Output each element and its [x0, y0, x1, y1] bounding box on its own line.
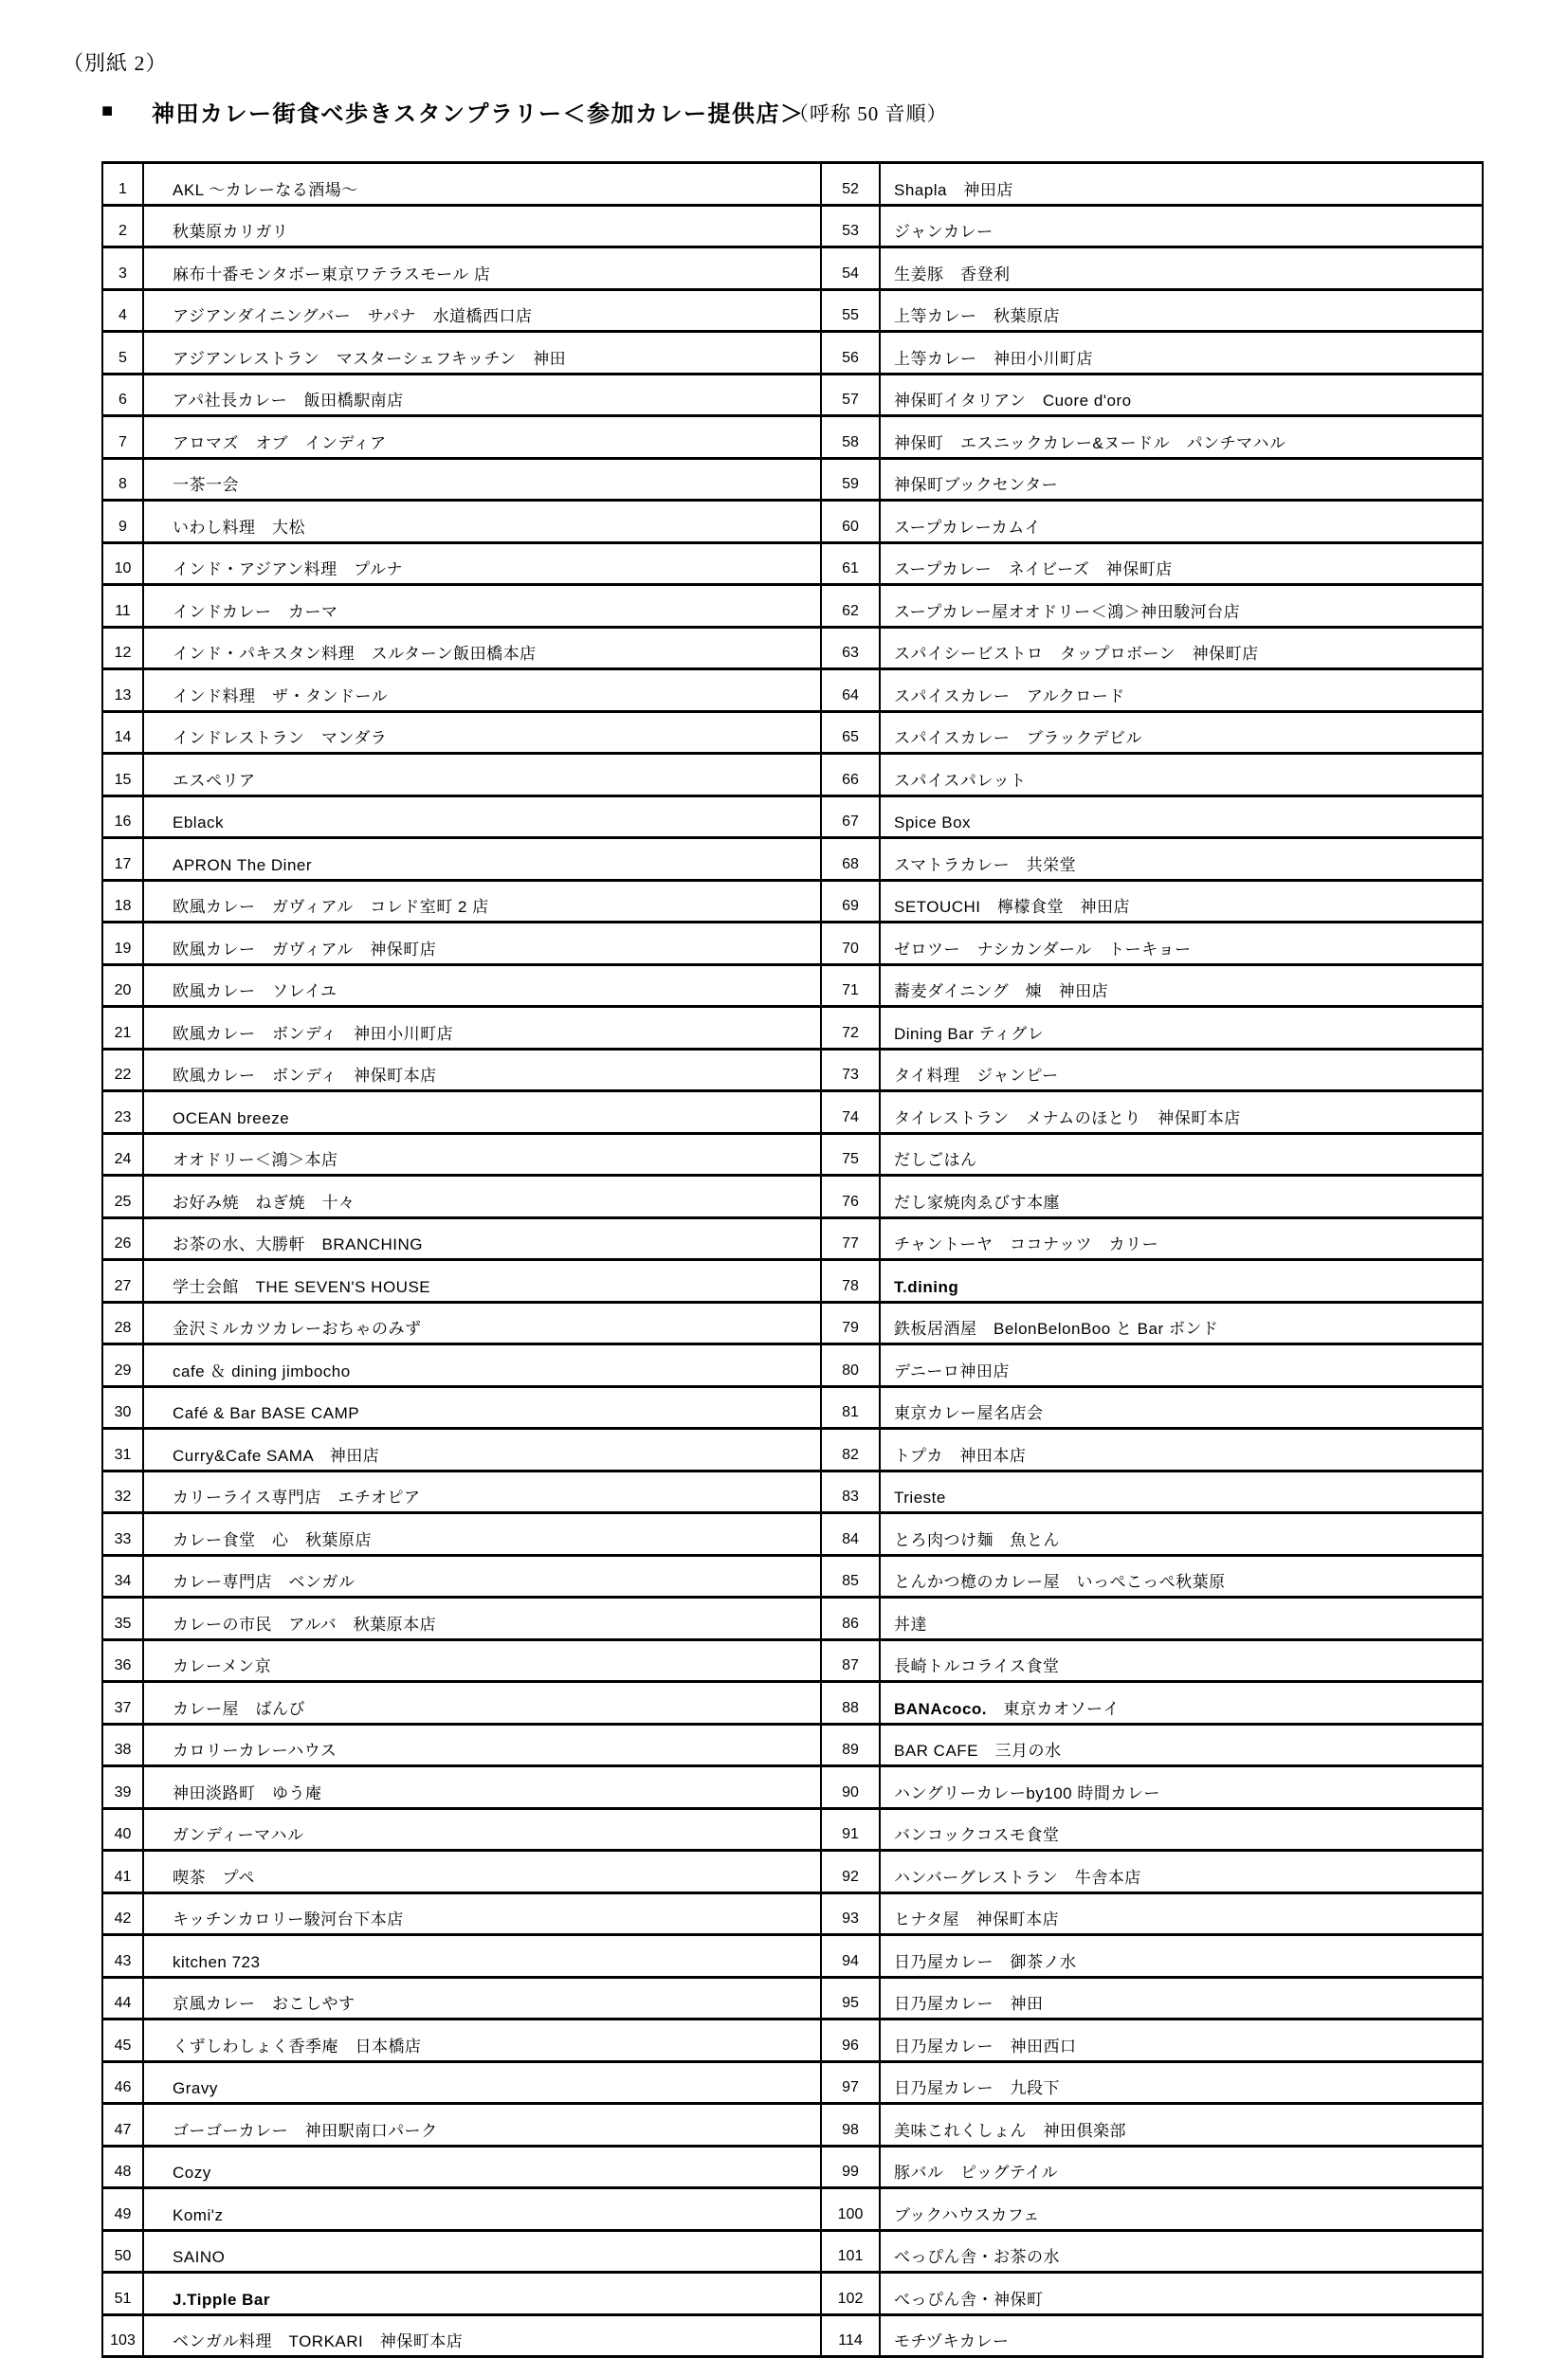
shop-name: 欧風カレー ガヴィアル コレド室町 2 店: [143, 880, 821, 923]
shop-name: BAR CAFE 三月の水: [880, 1724, 1483, 1766]
table-row: [102, 1977, 1483, 2020]
shop-name: 丼達: [880, 1598, 1483, 1640]
row-number: 21: [102, 1007, 143, 1050]
table-row: [102, 1892, 1483, 1935]
row-number: 96: [821, 2020, 880, 2062]
table-row: [102, 1386, 1483, 1429]
shop-name: インドレストラン マンダラ: [143, 711, 821, 754]
shop-name: いわし料理 大松: [143, 501, 821, 543]
row-number: 103: [102, 2314, 143, 2357]
table-row: [102, 964, 1483, 1007]
row-number: 62: [821, 585, 880, 628]
shop-name: APRON The Diner: [143, 838, 821, 881]
shop-name: 日乃屋カレー 御茶ノ水: [880, 1935, 1483, 1978]
row-number: 114: [821, 2314, 880, 2357]
row-number: 34: [102, 1555, 143, 1598]
row-number: 89: [821, 1724, 880, 1766]
row-number: 86: [821, 1598, 880, 1640]
table-row: [102, 585, 1483, 628]
table-row: [102, 711, 1483, 754]
row-number: 98: [821, 2104, 880, 2147]
shop-name: Dining Bar ティグレ: [880, 1007, 1483, 1050]
shop-name: とろ肉つけ麺 魚とん: [880, 1513, 1483, 1556]
shop-name: Café & Bar BASE CAMP: [143, 1386, 821, 1429]
table-row: [102, 1724, 1483, 1766]
shop-name: Cozy: [143, 2146, 821, 2188]
row-number: 80: [821, 1344, 880, 1387]
row-number: 87: [821, 1639, 880, 1682]
shop-name: べっぴん舎・神保町: [880, 2273, 1483, 2315]
shop-name: 神保町イタリアン Cuore d'oro: [880, 374, 1483, 416]
table-row: [102, 1682, 1483, 1725]
shop-name: 欧風カレー ボンディ 神田小川町店: [143, 1007, 821, 1050]
row-number: 9: [102, 501, 143, 543]
shop-name: スープカレー ネイビーズ 神保町店: [880, 542, 1483, 585]
shop-name: スープカレーカムイ: [880, 501, 1483, 543]
row-number: 68: [821, 838, 880, 881]
row-number: 26: [102, 1217, 143, 1260]
row-number: 92: [821, 1851, 880, 1893]
shop-name: 上等カレー 神田小川町店: [880, 332, 1483, 375]
row-number: 100: [821, 2188, 880, 2231]
row-number: 10: [102, 542, 143, 585]
shop-name: cafe ＆ dining jimbocho: [143, 1344, 821, 1387]
shop-name: カロリーカレーハウス: [143, 1724, 821, 1766]
table-row: [102, 1091, 1483, 1134]
shop-name: 鉄板居酒屋 BelonBelonBoo と Bar ボンド: [880, 1302, 1483, 1344]
row-number: 61: [821, 542, 880, 585]
row-number: 57: [821, 374, 880, 416]
shop-name: オオドリー＜鴻＞本店: [143, 1133, 821, 1176]
row-number: 63: [821, 627, 880, 669]
table-row: [102, 458, 1483, 501]
table-row: [102, 1471, 1483, 1513]
shop-name: お茶の水、大勝軒 BRANCHING: [143, 1217, 821, 1260]
row-number: 85: [821, 1555, 880, 1598]
shop-name: ヒナタ屋 神保町本店: [880, 1892, 1483, 1935]
table-row: [102, 2314, 1483, 2357]
shop-name: 欧風カレー ガヴィアル 神保町店: [143, 923, 821, 965]
table-row: [102, 2146, 1483, 2188]
table-row: [102, 1133, 1483, 1176]
shop-name: カレーの市民 アルバ 秋葉原本店: [143, 1598, 821, 1640]
shop-name: カレー専門店 ベンガル: [143, 1555, 821, 1598]
row-number: 45: [102, 2020, 143, 2062]
row-number: 8: [102, 458, 143, 501]
row-number: 49: [102, 2188, 143, 2231]
shop-name: BANAcoco. 東京カオソーイ: [880, 1682, 1483, 1725]
shop-name: ハングリーカレーby100 時間カレー: [880, 1766, 1483, 1809]
shop-name: カレー屋 ばんび: [143, 1682, 821, 1725]
table-row: [102, 1808, 1483, 1851]
row-number: 3: [102, 247, 143, 290]
row-number: 16: [102, 795, 143, 838]
row-number: 23: [102, 1091, 143, 1134]
table-row: [102, 416, 1483, 459]
row-number: 67: [821, 795, 880, 838]
shop-name: 上等カレー 秋葉原店: [880, 289, 1483, 332]
shop-name: お好み焼 ねぎ焼 十々: [143, 1176, 821, 1218]
shop-name: ゴーゴーカレー 神田駅南口パーク: [143, 2104, 821, 2147]
shop-name: 神保町ブックセンター: [880, 458, 1483, 501]
row-number: 40: [102, 1808, 143, 1851]
row-number: 93: [821, 1892, 880, 1935]
row-number: 27: [102, 1260, 143, 1303]
row-number: 2: [102, 205, 143, 247]
shop-name: スパイスカレー ブラックデビル: [880, 711, 1483, 754]
table-row: [102, 542, 1483, 585]
shop-name: スパイシービストロ タップロボーン 神保町店: [880, 627, 1483, 669]
row-number: 81: [821, 1386, 880, 1429]
shop-name: くずしわしょく香季庵 日本橋店: [143, 2020, 821, 2062]
row-number: 15: [102, 754, 143, 796]
table-row: [102, 205, 1483, 247]
shop-name: だしごはん: [880, 1133, 1483, 1176]
row-number: 82: [821, 1429, 880, 1471]
table-row: [102, 669, 1483, 712]
shop-name: Shapla 神田店: [880, 163, 1483, 206]
row-number: 91: [821, 1808, 880, 1851]
shop-name: ベンガル料理 TORKARI 神保町本店: [143, 2314, 821, 2357]
row-number: 47: [102, 2104, 143, 2147]
row-number: 74: [821, 1091, 880, 1134]
table-row: [102, 289, 1483, 332]
row-number: 37: [102, 1682, 143, 1725]
row-number: 4: [102, 289, 143, 332]
shop-name: Komi'z: [143, 2188, 821, 2231]
shop-name: アジアンダイニングバー サパナ 水道橋西口店: [143, 289, 821, 332]
title-sort-note: （呼称 50 音順）: [789, 102, 948, 125]
shop-name: SAINO: [143, 2230, 821, 2273]
table-row: [102, 332, 1483, 375]
row-number: 1: [102, 163, 143, 206]
row-number: 73: [821, 1049, 880, 1091]
table-row: [102, 1555, 1483, 1598]
shop-name: エスペリア: [143, 754, 821, 796]
shop-name: スマトラカレー 共栄堂: [880, 838, 1483, 881]
row-number: 58: [821, 416, 880, 459]
row-number: 70: [821, 923, 880, 965]
row-number: 20: [102, 964, 143, 1007]
shop-name: アパ社長カレー 飯田橋駅南店: [143, 374, 821, 416]
title-bullet-icon: ■: [101, 101, 114, 121]
row-number: 55: [821, 289, 880, 332]
curry-shop-table-body: [102, 163, 1483, 2357]
shop-name: 一茶一会: [143, 458, 821, 501]
row-number: 69: [821, 880, 880, 923]
shop-name: 美味これくしょん 神田倶楽部: [880, 2104, 1483, 2147]
row-number: 46: [102, 2061, 143, 2104]
row-number: 36: [102, 1639, 143, 1682]
table-row: [102, 795, 1483, 838]
shop-name: Spice Box: [880, 795, 1483, 838]
shop-name: 日乃屋カレー 神田西口: [880, 2020, 1483, 2062]
row-number: 54: [821, 247, 880, 290]
page-title: 神田カレー街食べ歩きスタンプラリー＜参加カレー提供店＞: [152, 101, 805, 127]
row-number: 59: [821, 458, 880, 501]
curry-shop-table: [101, 161, 1484, 2358]
row-number: 79: [821, 1302, 880, 1344]
shop-name: 学士会館 THE SEVEN'S HOUSE: [143, 1260, 821, 1303]
row-number: 18: [102, 880, 143, 923]
shop-name: ジャンカレー: [880, 205, 1483, 247]
shop-name: 神田淡路町 ゆう庵: [143, 1766, 821, 1809]
table-row: [102, 754, 1483, 796]
row-number: 6: [102, 374, 143, 416]
shop-name: ガンディーマハル: [143, 1808, 821, 1851]
row-number: 97: [821, 2061, 880, 2104]
row-number: 53: [821, 205, 880, 247]
table-row: [102, 501, 1483, 543]
row-number: 19: [102, 923, 143, 965]
row-number: 83: [821, 1471, 880, 1513]
shop-name: J.Tipple Bar: [143, 2273, 821, 2315]
shop-name: 東京カレー屋名店会: [880, 1386, 1483, 1429]
table-row: [102, 1429, 1483, 1471]
row-number: 99: [821, 2146, 880, 2188]
table-row: [102, 2104, 1483, 2147]
shop-name: AKL ～カレーなる酒場～: [143, 163, 821, 206]
row-number: 17: [102, 838, 143, 881]
table-row: [102, 374, 1483, 416]
shop-name: バンコックコスモ食堂: [880, 1808, 1483, 1851]
shop-name: モチヅキカレー: [880, 2314, 1483, 2357]
row-number: 28: [102, 1302, 143, 1344]
row-number: 29: [102, 1344, 143, 1387]
table-row: [102, 1935, 1483, 1978]
table-row: [102, 1260, 1483, 1303]
shop-name: アロマズ オブ インディア: [143, 416, 821, 459]
shop-name: インド料理 ザ・タンドール: [143, 669, 821, 712]
table-row: [102, 2273, 1483, 2315]
row-number: 22: [102, 1049, 143, 1091]
row-number: 7: [102, 416, 143, 459]
row-number: 72: [821, 1007, 880, 1050]
row-number: 90: [821, 1766, 880, 1809]
shop-name: 京風カレー おこしやす: [143, 1977, 821, 2020]
row-number: 51: [102, 2273, 143, 2315]
shop-name: ゼロツー ナシカンダール トーキョー: [880, 923, 1483, 965]
shop-name: Trieste: [880, 1471, 1483, 1513]
shop-name: Curry&Cafe SAMA 神田店: [143, 1429, 821, 1471]
shop-name: SETOUCHI 檸檬食堂 神田店: [880, 880, 1483, 923]
table-row: [102, 880, 1483, 923]
shop-name: Eblack: [143, 795, 821, 838]
shop-name: インド・パキスタン料理 スルターン飯田橋本店: [143, 627, 821, 669]
shop-name: Gravy: [143, 2061, 821, 2104]
row-number: 42: [102, 1892, 143, 1935]
shop-name: スパイスパレット: [880, 754, 1483, 796]
shop-name: 金沢ミルカツカレーおちゃのみず: [143, 1302, 821, 1344]
table-row: [102, 2230, 1483, 2273]
row-number: 101: [821, 2230, 880, 2273]
table-row: [102, 1344, 1483, 1387]
table-row: [102, 1639, 1483, 1682]
shop-name: デニーロ神田店: [880, 1344, 1483, 1387]
shop-name: 豚バル ピッグテイル: [880, 2146, 1483, 2188]
shop-name: OCEAN breeze: [143, 1091, 821, 1134]
row-number: 52: [821, 163, 880, 206]
table-row: [102, 1766, 1483, 1809]
table-row: [102, 1851, 1483, 1893]
row-number: 43: [102, 1935, 143, 1978]
shop-name: カレー食堂 心 秋葉原店: [143, 1513, 821, 1556]
row-number: 5: [102, 332, 143, 375]
shop-name: チャントーヤ ココナッツ カリー: [880, 1217, 1483, 1260]
table-row: [102, 163, 1483, 206]
row-number: 56: [821, 332, 880, 375]
shop-name: T.dining: [880, 1260, 1483, 1303]
shop-name: インド・アジアン料理 プルナ: [143, 542, 821, 585]
shop-name: 秋葉原カリガリ: [143, 205, 821, 247]
table-row: [102, 1049, 1483, 1091]
shop-name: 麻布十番モンタボー東京ワテラスモール 店: [143, 247, 821, 290]
table-row: [102, 1513, 1483, 1556]
row-number: 33: [102, 1513, 143, 1556]
attachment-note: （別紙 2）: [63, 51, 168, 75]
row-number: 60: [821, 501, 880, 543]
row-number: 88: [821, 1682, 880, 1725]
table-row: [102, 838, 1483, 881]
shop-name: 蕎麦ダイニング 煉 神田店: [880, 964, 1483, 1007]
table-row: [102, 1302, 1483, 1344]
row-number: 35: [102, 1598, 143, 1640]
shop-name: 欧風カレー ソレイユ: [143, 964, 821, 1007]
row-number: 95: [821, 1977, 880, 2020]
shop-name: とんかつ檍のカレー屋 いっぺこっぺ秋葉原: [880, 1555, 1483, 1598]
shop-name: ハンバーグレストラン 牛舎本店: [880, 1851, 1483, 1893]
table-row: [102, 2188, 1483, 2231]
shop-name: ブックハウスカフェ: [880, 2188, 1483, 2231]
shop-name: べっぴん舎・お茶の水: [880, 2230, 1483, 2273]
shop-name: 欧風カレー ボンディ 神保町本店: [143, 1049, 821, 1091]
table-row: [102, 2020, 1483, 2062]
shop-name: 日乃屋カレー 九段下: [880, 2061, 1483, 2104]
row-number: 31: [102, 1429, 143, 1471]
row-number: 39: [102, 1766, 143, 1809]
row-number: 14: [102, 711, 143, 754]
shop-name: だし家焼肉ゑびす本廛: [880, 1176, 1483, 1218]
row-number: 11: [102, 585, 143, 628]
row-number: 102: [821, 2273, 880, 2315]
shop-name: タイレストラン メナムのほとり 神保町本店: [880, 1091, 1483, 1134]
table-row: [102, 1217, 1483, 1260]
row-number: 94: [821, 1935, 880, 1978]
row-number: 41: [102, 1851, 143, 1893]
shop-name: 長崎トルコライス食堂: [880, 1639, 1483, 1682]
table-row: [102, 1176, 1483, 1218]
row-number: 12: [102, 627, 143, 669]
table-row: [102, 247, 1483, 290]
shop-name: 喫茶 プペ: [143, 1851, 821, 1893]
row-number: 64: [821, 669, 880, 712]
row-number: 75: [821, 1133, 880, 1176]
shop-name: 生姜豚 香登利: [880, 247, 1483, 290]
shop-name: カレーメン京: [143, 1639, 821, 1682]
row-number: 50: [102, 2230, 143, 2273]
row-number: 44: [102, 1977, 143, 2020]
table-row: [102, 2061, 1483, 2104]
row-number: 78: [821, 1260, 880, 1303]
table-row: [102, 627, 1483, 669]
table-row: [102, 1007, 1483, 1050]
shop-name: kitchen 723: [143, 1935, 821, 1978]
row-number: 32: [102, 1471, 143, 1513]
shop-name: アジアンレストラン マスターシェフキッチン 神田: [143, 332, 821, 375]
shop-name: カリーライス専門店 エチオピア: [143, 1471, 821, 1513]
shop-name: トプカ 神田本店: [880, 1429, 1483, 1471]
row-number: 84: [821, 1513, 880, 1556]
shop-name: スパイスカレー アルクロード: [880, 669, 1483, 712]
row-number: 66: [821, 754, 880, 796]
row-number: 71: [821, 964, 880, 1007]
row-number: 48: [102, 2146, 143, 2188]
row-number: 76: [821, 1176, 880, 1218]
row-number: 24: [102, 1133, 143, 1176]
shop-name: キッチンカロリー駿河台下本店: [143, 1892, 821, 1935]
table-row: [102, 1598, 1483, 1640]
row-number: 13: [102, 669, 143, 712]
shop-name: スープカレー屋オオドリー＜鴻＞神田駿河台店: [880, 585, 1483, 628]
row-number: 77: [821, 1217, 880, 1260]
shop-name: インドカレー カーマ: [143, 585, 821, 628]
row-number: 38: [102, 1724, 143, 1766]
row-number: 30: [102, 1386, 143, 1429]
shop-name: 神保町 エスニックカレー&ヌードル パンチマハル: [880, 416, 1483, 459]
row-number: 65: [821, 711, 880, 754]
shop-name: タイ料理 ジャンピー: [880, 1049, 1483, 1091]
row-number: 25: [102, 1176, 143, 1218]
table-row: [102, 923, 1483, 965]
shop-name: 日乃屋カレー 神田: [880, 1977, 1483, 2020]
